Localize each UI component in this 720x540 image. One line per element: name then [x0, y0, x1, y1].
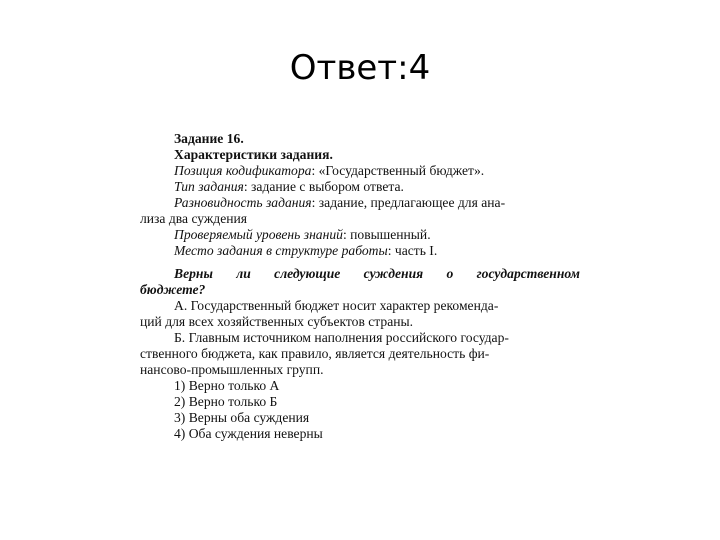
task-place-value: : часть I.	[387, 243, 438, 258]
task-characteristics-heading: Характеристики задания.	[174, 147, 333, 162]
question-word: Верны	[174, 266, 213, 281]
slide-title: Ответ:4	[289, 48, 431, 88]
task-variety-continuation: лиза два суждения	[140, 211, 248, 226]
statement-b-line-3: нансово-промышленных групп.	[140, 362, 324, 377]
knowledge-level	[140, 227, 580, 243]
question-word: государственном	[476, 266, 580, 281]
task-document	[140, 131, 580, 442]
answer-option: 4) Оба суждения неверны	[174, 426, 323, 441]
question-word: о	[446, 266, 454, 281]
task-type	[140, 179, 580, 195]
question-line-2: бюджете?	[140, 282, 206, 297]
statement-b-line-1: Б. Главным источником наполнения российского государ-	[174, 330, 509, 345]
task-place	[140, 243, 580, 259]
task-type-label: Тип задания	[174, 179, 244, 194]
task-variety-label: Разновидность задания	[174, 195, 312, 210]
question-line-1	[140, 266, 580, 282]
statement-b-line-2: ственного бюджета, как правило, является деятельность фи-	[140, 346, 490, 361]
question-word: ли	[236, 266, 251, 281]
statement-a-line-1: А. Государственный бюджет носит характер рекоменда-	[174, 298, 499, 313]
question-word: следующие	[274, 266, 341, 281]
knowledge-level-value: : повышенный.	[342, 227, 431, 242]
codifier-value: : «Государственный бюджет».	[311, 163, 485, 178]
codifier-position	[140, 163, 580, 179]
knowledge-level-label: Проверяемый уровень знаний	[174, 227, 343, 242]
task-place-label: Место задания в структуре работы	[174, 243, 388, 258]
task-variety-value: : задание, предлагающее для ана-	[311, 195, 506, 210]
answer-option: 1) Верно только А	[174, 378, 280, 393]
question-word: суждения	[363, 266, 424, 281]
task-type-value: : задание с выбором ответа.	[243, 179, 404, 194]
task-heading: Задание 16.	[174, 131, 244, 146]
answer-option: 3) Верны оба суждения	[174, 410, 310, 425]
statement-a-line-2: ций для всех хозяйственных субъектов страны.	[140, 314, 414, 329]
codifier-label: Позиция кодификатора	[174, 163, 312, 178]
task-variety	[140, 195, 580, 211]
answer-option: 2) Верно только Б	[174, 394, 278, 409]
